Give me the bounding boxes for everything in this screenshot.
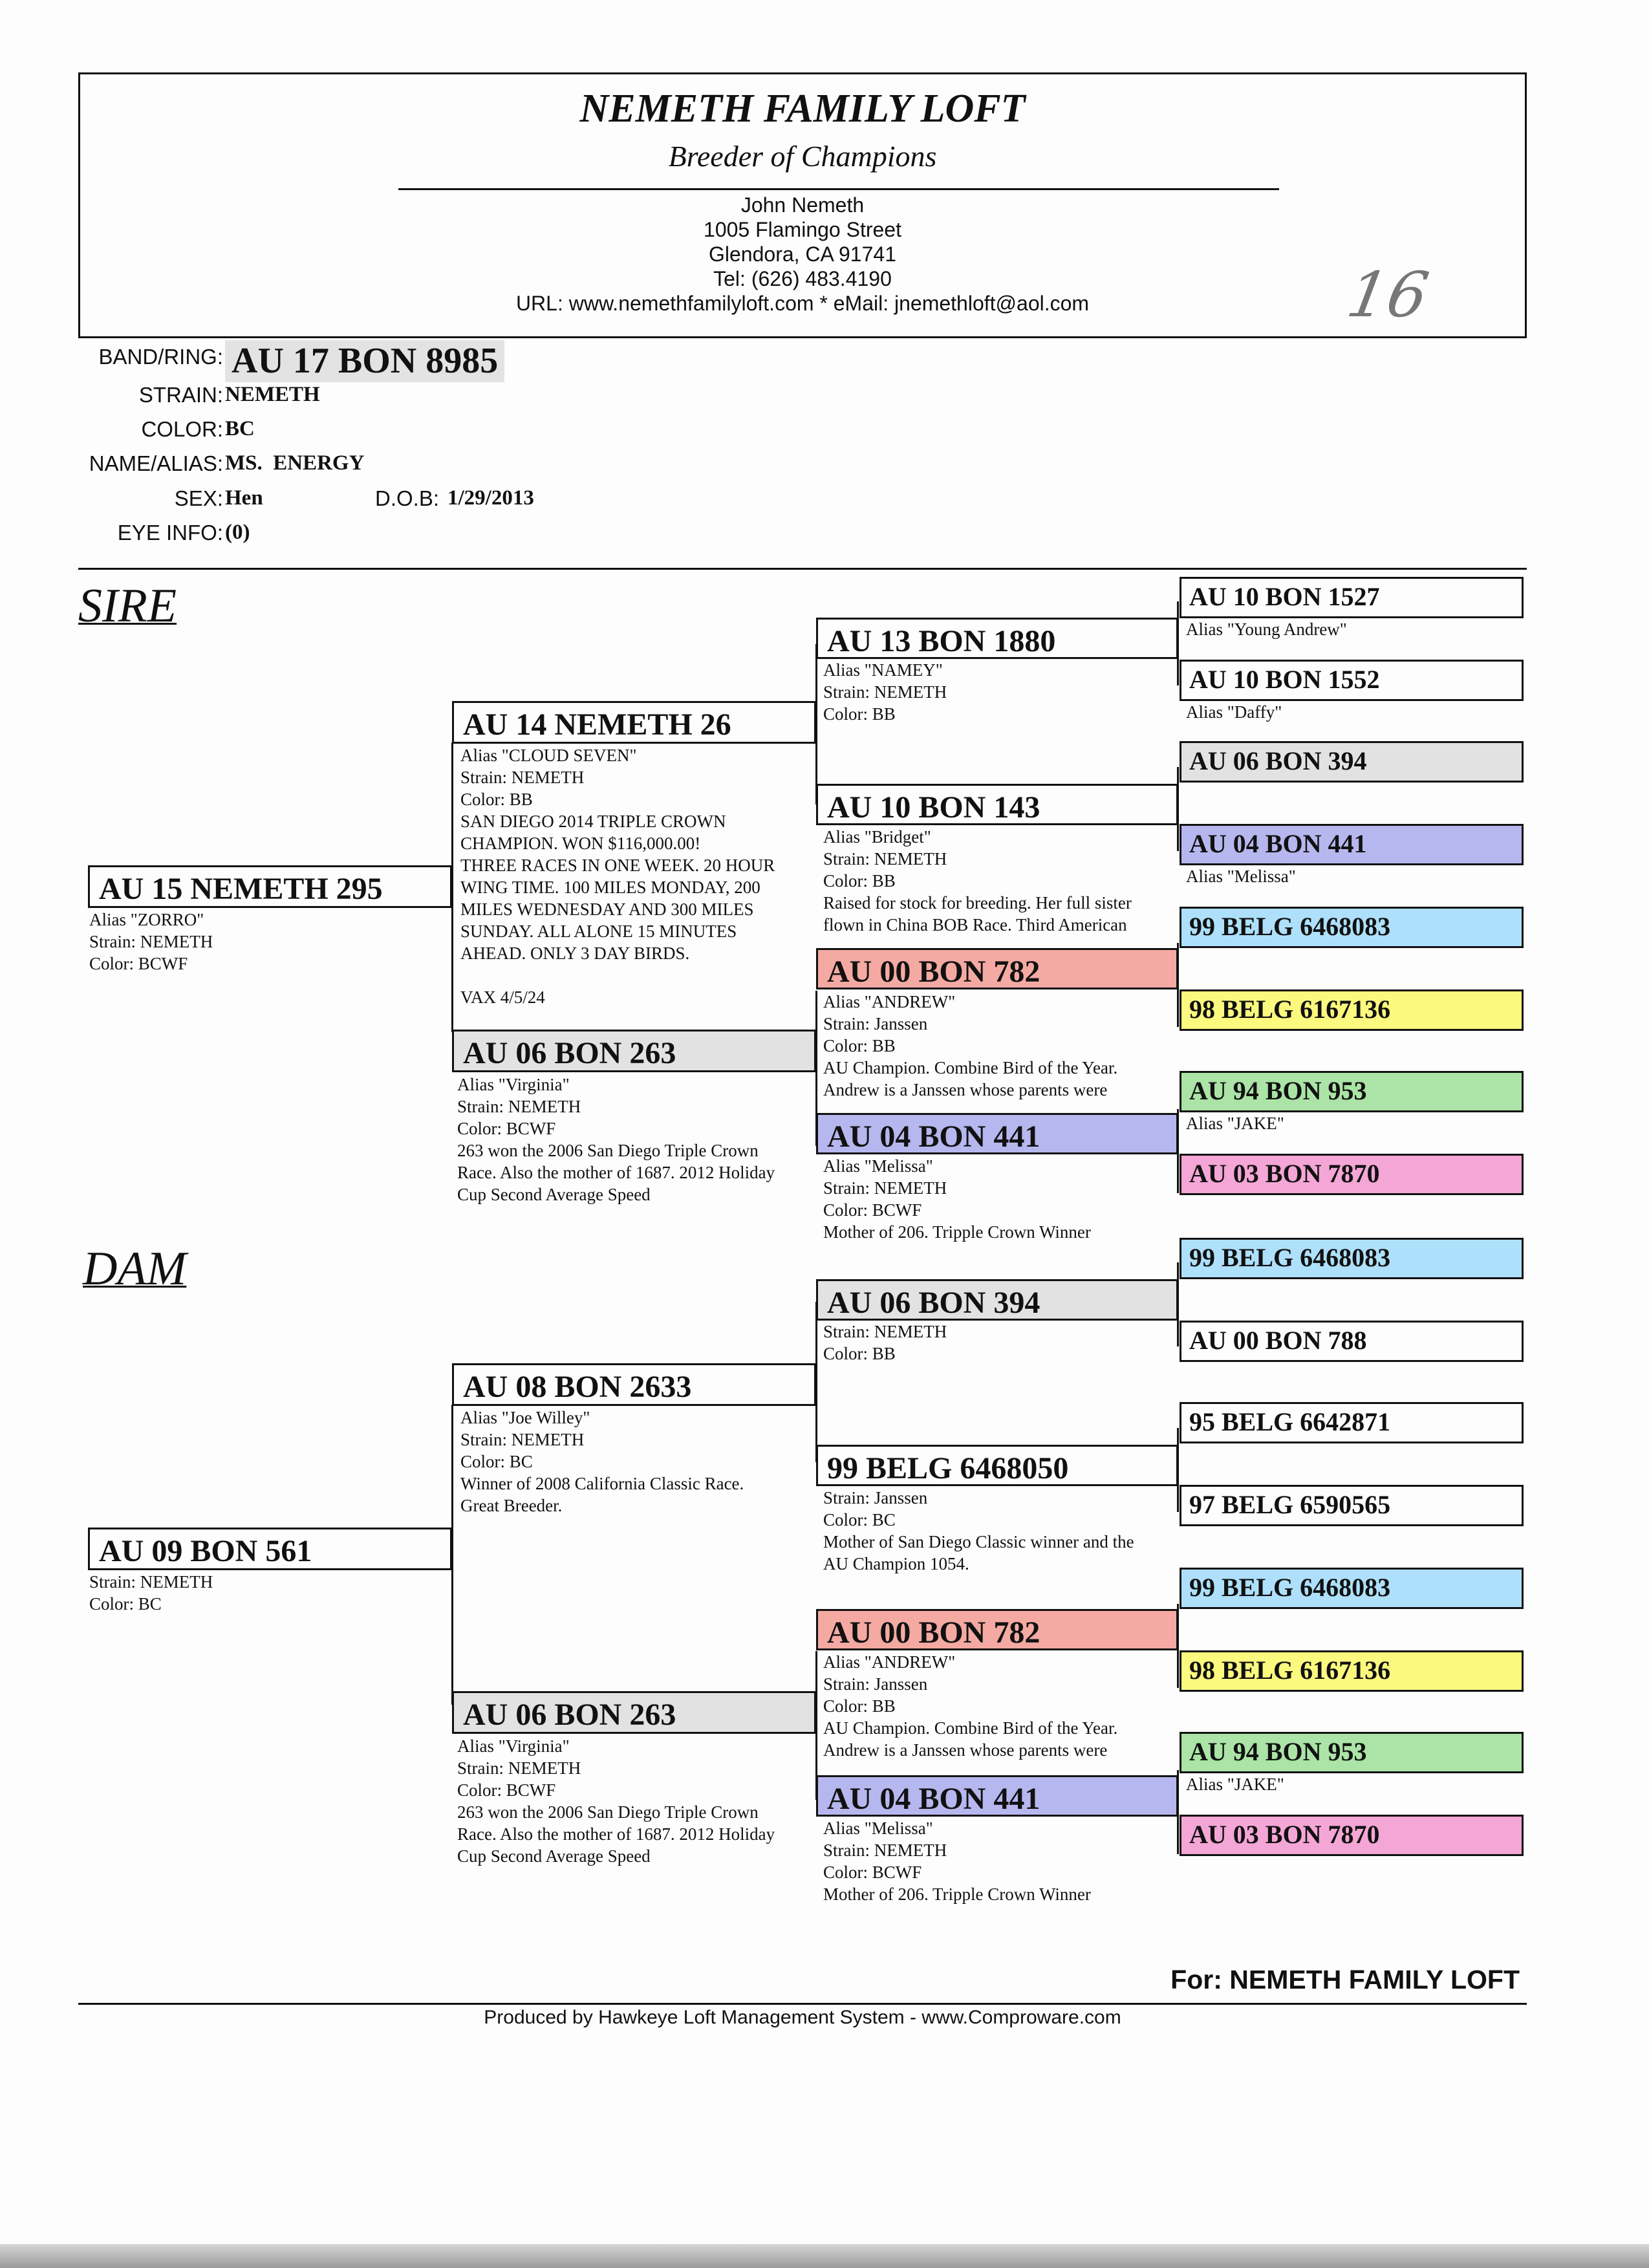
color-value: BC (225, 417, 255, 440)
ss-info-vax: VAX 4/5/24 (460, 988, 545, 1007)
ds-band: AU 08 BON 2633 (452, 1363, 816, 1406)
ds-info-line: Winner of 2008 California Classic Race. (460, 1474, 744, 1493)
g4-band-7: AU 94 BON 953 (1180, 1071, 1524, 1112)
g3-info-2 (823, 826, 1132, 936)
g3-band-3: AU 00 BON 782 (816, 948, 1178, 989)
eye-value: (0) (225, 521, 250, 544)
loft-title: NEMETH FAMILY LOFT (579, 87, 1026, 131)
footer-produced-by: Produced by Hawkeye Loft Management System - www.Comproware.com (484, 2007, 1121, 2028)
ss-info-line: SUNDAY. ALL ALONE 15 MINUTES (460, 922, 737, 941)
ss-info (460, 744, 775, 1008)
g3-info-1 (823, 659, 947, 725)
g3-info-line: Strain: NEMETH (823, 1322, 947, 1341)
ss-band: AU 14 NEMETH 26 (452, 701, 816, 744)
owner-street: 1005 Flamingo Street (704, 218, 901, 241)
g4-band-15: AU 94 BON 953 (1180, 1732, 1524, 1773)
g3-info-line: Strain: NEMETH (823, 682, 947, 702)
g3-band-6: 99 BELG 6468050 (816, 1445, 1178, 1486)
sex-label: SEX: (174, 486, 223, 510)
g4-alias-4: Alias "Melissa" (1186, 867, 1296, 886)
g3-info-line: Andrew is a Janssen whose parents were (823, 1080, 1108, 1099)
band-label: BAND/RING: (98, 345, 223, 369)
sd-info-line: Race. Also the mother of 1687. 2012 Holiday (457, 1163, 775, 1182)
ds-info-line: Color: BC (460, 1452, 533, 1471)
g3-info-line: Mother of 206. Tripple Crown Winner (823, 1885, 1091, 1904)
g3-info-line: Raised for stock for breeding. Her full sister (823, 893, 1132, 913)
g3-info-line: AU Champion 1054. (823, 1554, 969, 1573)
footer-divider (78, 2003, 1527, 2005)
g3-info-line: flown in China BOB Race. Third American (823, 915, 1127, 934)
dd-info-line: Color: BCWF (457, 1780, 556, 1800)
g4-band-11: 95 BELG 6642871 (1180, 1402, 1524, 1443)
eye-label: EYE INFO: (117, 521, 223, 545)
g4-band-16: AU 03 BON 7870 (1180, 1815, 1524, 1856)
strain-value: NEMETH (225, 383, 320, 406)
g3-info-line: AU Champion. Combine Bird of the Year. (823, 1718, 1118, 1738)
g3-info-line: Mother of 206. Tripple Crown Winner (823, 1222, 1091, 1242)
g4-alias-15: Alias "JAKE" (1186, 1775, 1284, 1794)
owner-name: John Nemeth (740, 193, 865, 217)
dam-color: Color: BC (89, 1594, 162, 1614)
header-divider (398, 188, 1279, 190)
dd-info (457, 1735, 775, 1867)
dam-info (89, 1571, 213, 1615)
g4-band-10: AU 00 BON 788 (1180, 1321, 1524, 1362)
g3-info-line: Strain: Janssen (823, 1014, 928, 1033)
g3-info-line: Color: BCWF (823, 1200, 922, 1220)
dd-info-line: Strain: NEMETH (457, 1758, 581, 1778)
sire-band: AU 15 NEMETH 295 (88, 865, 452, 908)
g4-band-1: AU 10 BON 1527 (1180, 577, 1524, 618)
g4-alias-7: Alias "JAKE" (1186, 1114, 1284, 1133)
g3-info-line: Color: BB (823, 1036, 896, 1055)
sd-info-line: 263 won the 2006 San Diego Triple Crown (457, 1141, 759, 1160)
g3-band-4: AU 04 BON 441 (816, 1113, 1178, 1154)
g3-info-8 (823, 1817, 1091, 1905)
ss-info-line: SAN DIEGO 2014 TRIPLE CROWN (460, 812, 726, 831)
scan-edge (0, 2244, 1649, 2268)
color-label: COLOR: (141, 417, 223, 441)
g4-band-13: 99 BELG 6468083 (1180, 1568, 1524, 1609)
sd-info-line: Cup Second Average Speed (457, 1185, 651, 1204)
sd-info-line: Color: BCWF (457, 1119, 556, 1138)
g3-info-line: Alias "Bridget" (823, 827, 931, 847)
g3-info-7 (823, 1651, 1117, 1761)
g4-alias-1: Alias "Young Andrew" (1186, 620, 1347, 639)
g3-info-line: Color: BB (823, 704, 896, 724)
sd-info-line: Alias "Virginia" (457, 1075, 570, 1094)
g4-band-2: AU 10 BON 1552 (1180, 660, 1524, 701)
g3-band-8: AU 04 BON 441 (816, 1775, 1178, 1817)
g3-info-line: Color: BB (823, 1344, 896, 1363)
g3-info-line: Color: BB (823, 871, 896, 891)
ds-info-line: Alias "Joe Willey" (460, 1408, 590, 1427)
loft-subtitle: Breeder of Champions (668, 140, 937, 173)
g3-info-line: Color: BB (823, 1696, 896, 1716)
name-label: NAME/ALIAS: (89, 451, 223, 475)
dob-label: D.O.B: (375, 486, 440, 510)
info-divider (78, 568, 1527, 570)
g4-band-14: 98 BELG 6167136 (1180, 1650, 1524, 1692)
g3-info-line: Alias "ANDREW" (823, 1652, 956, 1672)
sire-color: Color: BCWF (89, 954, 188, 973)
ds-info-line: Strain: NEMETH (460, 1430, 585, 1449)
dd-band: AU 06 BON 263 (452, 1691, 816, 1734)
ss-info-line: MILES WEDNESDAY AND 300 MILES (460, 900, 754, 919)
loft-header (78, 72, 1527, 338)
dd-info-line: Race. Also the mother of 1687. 2012 Holiday (457, 1824, 775, 1844)
g3-info-line: Color: BC (823, 1510, 896, 1529)
owner-tel: Tel: (626) 483.4190 (713, 267, 892, 290)
g3-info-line: Alias "Melissa" (823, 1819, 933, 1838)
dd-info-line: Cup Second Average Speed (457, 1846, 651, 1866)
g3-band-7: AU 00 BON 782 (816, 1609, 1178, 1650)
g3-info-line: Strain: Janssen (823, 1674, 928, 1694)
dam-strain: Strain: NEMETH (89, 1572, 213, 1592)
dam-band: AU 09 BON 561 (88, 1528, 452, 1570)
g3-info-line: Alias "ANDREW" (823, 992, 956, 1011)
ss-info-line: THREE RACES IN ONE WEEK. 20 HOUR (460, 856, 775, 875)
ss-info-line: CHAMPION. WON $116,000.00! (460, 834, 701, 853)
name-value: MS. ENERGY (225, 451, 365, 475)
g3-info-line: Strain: Janssen (823, 1488, 928, 1507)
sire-heading: SIRE (78, 579, 177, 632)
dd-info-line: Alias "Virginia" (457, 1736, 570, 1756)
g3-band-5: AU 06 BON 394 (816, 1279, 1178, 1321)
sd-band: AU 06 BON 263 (452, 1030, 816, 1072)
ds-info-line: Great Breeder. (460, 1496, 563, 1515)
g4-band-8: AU 03 BON 7870 (1180, 1154, 1524, 1195)
sd-info-line: Strain: NEMETH (457, 1097, 581, 1116)
ss-info-line: Strain: NEMETH (460, 768, 585, 787)
g3-info-3 (823, 991, 1117, 1101)
owner-city: Glendora, CA 91741 (709, 243, 896, 266)
g3-info-5 (823, 1321, 947, 1365)
g3-info-line: Strain: NEMETH (823, 849, 947, 869)
sire-alias: Alias "ZORRO" (89, 910, 204, 929)
g3-info-line: Mother of San Diego Classic winner and the (823, 1532, 1134, 1551)
g3-info-line: Alias "NAMEY" (823, 660, 943, 680)
sex-value: Hen (225, 486, 263, 510)
g4-band-4: AU 04 BON 441 (1180, 824, 1524, 865)
g3-info-line: Alias "Melissa" (823, 1156, 933, 1176)
g4-band-3: AU 06 BON 394 (1180, 741, 1524, 783)
ss-info-line: WING TIME. 100 MILES MONDAY, 200 (460, 878, 760, 897)
band-value: AU 17 BON 8985 (225, 340, 504, 382)
g4-band-12: 97 BELG 6590565 (1180, 1485, 1524, 1526)
ss-info-line: Color: BB (460, 790, 533, 809)
owner-web: URL: www.nemethfamilyloft.com * eMail: jnemethloft@aol.com (515, 292, 1090, 315)
ds-info (460, 1407, 744, 1517)
g3-info-line: Strain: NEMETH (823, 1178, 947, 1198)
g4-band-6: 98 BELG 6167136 (1180, 989, 1524, 1031)
g3-info-6 (823, 1487, 1134, 1575)
g3-info-line: Strain: NEMETH (823, 1841, 947, 1860)
dob-value: 1/29/2013 (447, 486, 534, 510)
g4-alias-2: Alias "Daffy" (1186, 702, 1282, 722)
g4-band-9: 99 BELG 6468083 (1180, 1238, 1524, 1279)
ss-info-spacer (460, 964, 775, 986)
strain-label: STRAIN: (138, 383, 223, 407)
dam-heading: DAM (83, 1242, 187, 1295)
sire-info (89, 909, 213, 975)
g3-info-4 (823, 1155, 1091, 1243)
g3-info-line: AU Champion. Combine Bird of the Year. (823, 1058, 1118, 1077)
footer-for: For: NEMETH FAMILY LOFT (1170, 1965, 1520, 1994)
g4-band-5: 99 BELG 6468083 (1180, 907, 1524, 948)
ss-info-line: AHEAD. ONLY 3 DAY BIRDS. (460, 944, 690, 963)
ss-info-line: Alias "CLOUD SEVEN" (460, 746, 637, 765)
sd-info (457, 1074, 775, 1205)
g3-info-line: Andrew is a Janssen whose parents were (823, 1740, 1108, 1760)
sire-strain: Strain: NEMETH (89, 932, 213, 951)
dd-info-line: 263 won the 2006 San Diego Triple Crown (457, 1802, 759, 1822)
handwritten-page-number: 16 (1342, 259, 1434, 331)
g3-info-line: Color: BCWF (823, 1863, 922, 1882)
g3-band-2: AU 10 BON 143 (816, 784, 1178, 825)
g3-band-1: AU 13 BON 1880 (816, 618, 1178, 659)
